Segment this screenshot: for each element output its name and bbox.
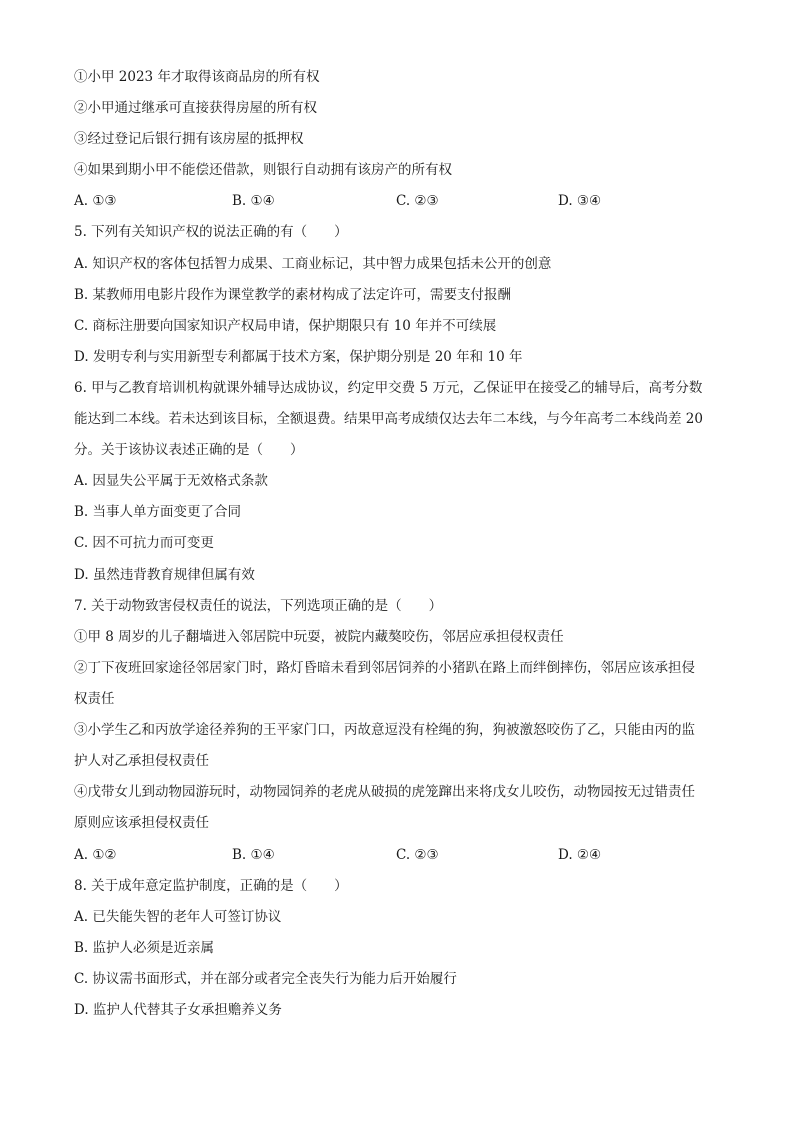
- answer-options-row: [74, 191, 724, 211]
- question-7-statement-3-line-2: 护人对乙承担侵权责任: [74, 753, 209, 769]
- question-7-options-row: [74, 845, 724, 865]
- question-6-stem-line-2: 能达到二本线。若未达到该目标，全额退费。结果甲高考成绩仅达去年二本线，与今年高考二本线尚差 20: [74, 411, 703, 427]
- question-6-option-b: B. 当事人单方面变更了合同: [74, 504, 242, 520]
- option-d: D. ③④: [558, 193, 602, 209]
- option-b: B. ①④: [232, 193, 275, 209]
- statement-3: ③经过登记后银行拥有该房屋的抵押权: [74, 131, 304, 147]
- question-5-option-d: D. 发明专利与实用新型专利都属于技术方案，保护期分别是 20 年和 10 年: [74, 349, 523, 365]
- question-6-stem-line-3: 分。关于该协议表述正确的是（ ）: [74, 442, 304, 458]
- question-6-stem-line-1: 6. 甲与乙教育培训机构就课外辅导达成协议，约定甲交费 5 万元，乙保证甲在接受乙的辅导后，高考分数: [74, 380, 703, 396]
- option-b: B. ①④: [232, 847, 275, 863]
- option-a: A. ①②: [74, 847, 117, 863]
- question-7-statement-2-line-1: ②丁下夜班回家途径邻居家门时，路灯昏暗未看到邻居饲养的小猪趴在路上而绊倒摔伤，邻居应该承担侵: [74, 660, 695, 676]
- question-6-option-c: C. 因不可抗力而可变更: [74, 535, 214, 551]
- question-8-option-a: A. 已失能失智的老年人可签订协议: [74, 909, 282, 925]
- question-7-stem: 7. 关于动物致害侵权责任的说法，下列选项正确的是（ ）: [74, 598, 443, 614]
- option-c: C. ②③: [396, 193, 439, 209]
- question-8-option-b: B. 监护人必须是近亲属: [74, 940, 215, 956]
- option-d: D. ②④: [558, 847, 602, 863]
- option-a: A. ①③: [74, 193, 117, 209]
- question-8-option-d: D. 监护人代替其子女承担赡养义务: [74, 1002, 282, 1018]
- question-5-option-b: B. 某教师用电影片段作为课堂教学的素材构成了法定许可，需要支付报酬: [74, 287, 512, 303]
- question-5-option-a: A. 知识产权的客体包括智力成果、工商业标记，其中智力成果包括未公开的创意: [74, 256, 552, 272]
- question-6-option-a: A. 因显失公平属于无效格式条款: [74, 473, 268, 489]
- question-8-stem: 8. 关于成年意定监护制度，正确的是（ ）: [74, 878, 348, 894]
- question-5-option-c: C. 商标注册要向国家知识产权局申请，保护期限只有 10 年并不可续展: [74, 318, 497, 334]
- question-7-statement-2-line-2: 权责任: [74, 691, 115, 707]
- statement-4: ④如果到期小甲不能偿还借款，则银行自动拥有该房产的所有权: [74, 162, 452, 178]
- statement-1: ①小甲 2023 年才取得该商品房的所有权: [74, 69, 320, 85]
- question-7-statement-4-line-2: 原则应该承担侵权责任: [74, 815, 209, 831]
- question-6-option-d: D. 虽然违背教育规律但属有效: [74, 567, 255, 583]
- option-c: C. ②③: [396, 847, 439, 863]
- question-8-option-c: C. 协议需书面形式，并在部分或者完全丧失行为能力后开始履行: [74, 971, 457, 987]
- question-5-stem: 5. 下列有关知识产权的说法正确的有（ ）: [74, 224, 348, 240]
- statement-2: ②小甲通过继承可直接获得房屋的所有权: [74, 100, 317, 116]
- question-7-statement-3-line-1: ③小学生乙和丙放学途径养狗的王平家门口，丙故意逗没有栓绳的狗，狗被激怒咬伤了乙，只能由丙的监: [74, 722, 695, 738]
- question-7-statement-1: ①甲 8 周岁的儿子翻墙进入邻居院中玩耍，被院内藏獒咬伤，邻居应承担侵权责任: [74, 629, 564, 645]
- question-7-statement-4-line-1: ④戊带女儿到动物园游玩时，动物园饲养的老虎从破损的虎笼蹿出来将戊女儿咬伤，动物园按无过错责任: [74, 784, 695, 800]
